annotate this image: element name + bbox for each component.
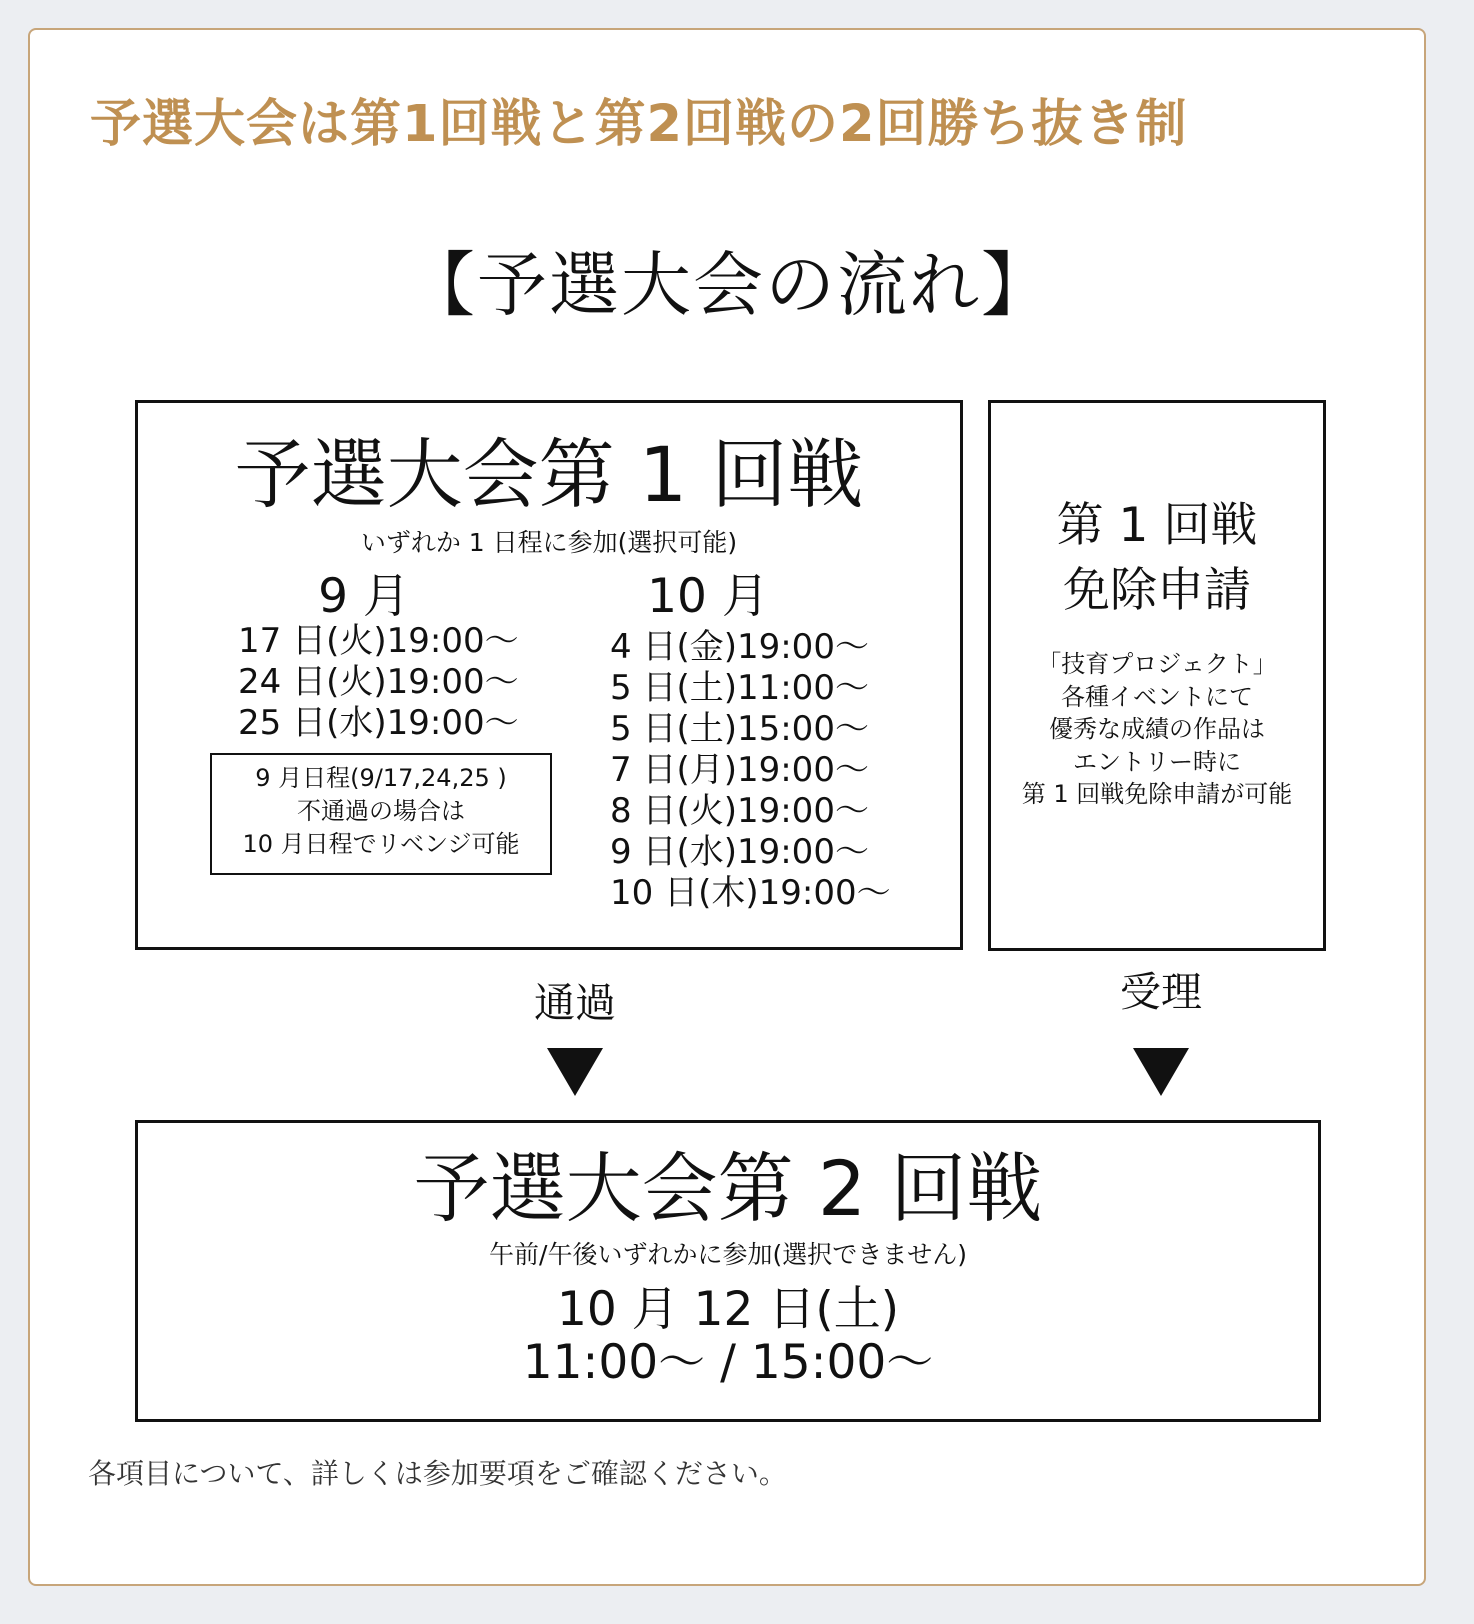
down-arrow-icon <box>547 1048 603 1096</box>
exemption-desc-line: 優秀な成績の作品は <box>1049 715 1265 743</box>
exemption-desc-line: 第 1 回戦免除申請が可能 <box>1021 780 1293 808</box>
exemption-title <box>991 493 1323 623</box>
exemption-desc-line: 各種イベントにて <box>1061 682 1253 711</box>
round2-times: 11:00〜 / 15:00〜 <box>522 1335 934 1390</box>
flow-title: 【予選大会の流れ】 <box>405 244 1053 326</box>
pass-label: 通過 <box>534 979 616 1027</box>
round2-subtitle: 午前/午後いずれかに参加(選択できません) <box>489 1240 967 1269</box>
date-item: 25 日(水)19:00〜 <box>238 703 519 743</box>
exemption-desc-line: 「技育プロジェクト」 <box>1037 650 1277 678</box>
date-item: 9 日(水)19:00〜 <box>610 832 869 872</box>
date-item: 8 日(火)19:00〜 <box>610 791 869 831</box>
round2-title: 予選大会第 2 回戦 <box>413 1144 1043 1233</box>
headline: 予選大会は第1回戦と第2回戦の2回勝ち抜き制 <box>90 95 1188 154</box>
exemption-title-line: 免除申請 <box>1063 563 1251 618</box>
note-line: 9 月日程(9/17,24,25 ) <box>255 764 507 792</box>
date-item: 24 日(火)19:00〜 <box>238 662 519 702</box>
exemption-box <box>988 400 1326 951</box>
october-label: 10 月 <box>647 569 769 624</box>
note-line: 10 月日程でリベンジ可能 <box>242 830 520 858</box>
exemption-title-line: 第 1 回戦 <box>1056 498 1258 553</box>
accept-label: 受理 <box>1120 968 1202 1016</box>
round2-date: 10 月 12 日(土) <box>556 1282 900 1337</box>
september-label: 9 月 <box>318 569 410 624</box>
footer-note: 各項目について、詳しくは参加要項をご確認ください。 <box>88 1457 787 1490</box>
note-line: 不通過の場合は <box>297 797 465 825</box>
date-item: 7 日(月)19:00〜 <box>610 750 869 790</box>
date-item: 17 日(火)19:00〜 <box>238 621 519 661</box>
round1-box <box>135 400 963 950</box>
revenge-note <box>210 753 552 875</box>
exemption-desc-line: エントリー時に <box>1073 747 1241 776</box>
round2-schedule <box>138 1283 1318 1389</box>
date-item: 4 日(金)19:00〜 <box>610 627 869 667</box>
round1-title: 予選大会第 1 回戦 <box>234 430 864 519</box>
date-item: 5 日(土)11:00〜 <box>610 668 869 708</box>
info-card <box>28 28 1426 1586</box>
date-item: 5 日(土)15:00〜 <box>610 709 869 749</box>
down-arrow-icon <box>1133 1048 1189 1096</box>
round2-box <box>135 1120 1321 1422</box>
date-item: 10 日(木)19:00〜 <box>610 873 891 913</box>
round1-subtitle: いずれか 1 日程に参加(選択可能) <box>360 528 738 557</box>
exemption-description <box>991 648 1323 811</box>
october-dates <box>610 627 891 914</box>
september-dates <box>238 621 519 744</box>
